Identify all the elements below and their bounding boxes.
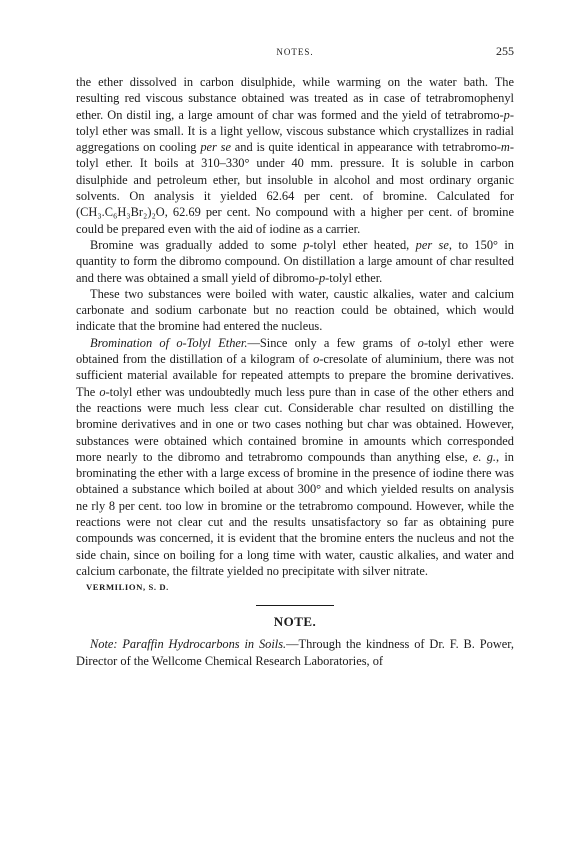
text-run: , in brominating the ether with a large excess of bromine in the presence of iodine there was obtained a substance which boiled at about 300° and which yielded results on analysis ne rly 8 per cent. too low in bromine or the tetrabromo compound. However, while the reactions were not clear cut and the results unsatisfactory so far as obtaining pure compounds was concerned, it is evident that the bromine enters the nucleus and not the side chain, since on boiling for a long time with water, caustic alkalies, and water and calcium carbonate, the filtrate yielded no precipitate with silver nitrate.	[76, 449, 514, 578]
text-run: These two substances were boiled with water, caustic alkalies, water and calcium carbonate and sodium carbonate but no reaction could be obtained, which would indicate that the bromine had entered the nucleus.	[76, 286, 514, 334]
author-signature: VERMILION, S. D.	[86, 582, 169, 593]
text-run: and is quite identical in appearance with tetrabromo-	[230, 140, 501, 155]
text-run: -tolyl ether was small. It is a light yellow, viscous substance which crystallizes in radial aggregations on cooling	[76, 107, 514, 155]
body-paragraph	[76, 74, 514, 237]
italic-text: o	[313, 352, 320, 367]
italic-text: Bromination of o-Tolyl Ether.	[90, 335, 248, 350]
text-run: —Through the kindness of Dr. F. B. Power, Director of the Wellcome Chemical Research Laboratories, of	[76, 637, 514, 668]
section-divider	[256, 605, 334, 606]
italic-text: o	[99, 384, 106, 399]
italic-text: p	[303, 237, 310, 252]
italic-text: m	[500, 140, 510, 155]
italic-text: per se	[415, 237, 449, 252]
italic-text: Note: Paraffin Hydrocarbons in Soils.	[90, 637, 287, 652]
italic-text: o	[417, 335, 424, 350]
text-run: -tolyl ether heated,	[309, 237, 416, 252]
page-number: 255	[496, 44, 514, 58]
italic-text: p	[318, 270, 326, 285]
text-run: -tolyl ether.	[325, 270, 383, 285]
body-text	[76, 74, 514, 579]
header-title: NOTES.	[276, 47, 314, 57]
italic-text: e. g.	[472, 449, 497, 464]
note-heading: NOTE.	[273, 614, 317, 630]
text-run: , to 150° in quantity to form the dibromo compound. On distillation a large amount of char resulted and there was obtained a small yield of dibromo-	[76, 237, 514, 285]
text-run: —Since only a few grams of	[247, 335, 418, 350]
body-paragraph	[76, 237, 514, 286]
running-header	[76, 44, 514, 60]
body-paragraph	[76, 335, 514, 579]
text-run: -cresolate of aluminium, there was not sufficient material available for repeated attempts to prepare the bromine derivatives. The	[76, 352, 514, 399]
page	[76, 44, 514, 669]
text-run: -tolyl ether was undoubtedly much less pure than in case of the other ethers and the reactions were much less clear cut. Considerable char resulted on distilling the bromine derivatives and in one or two cases nothing but char was obtained. However, substances were obtained which contained bromine in amounts which corresponded more nearly to the dibromo and tetrabromo compounds than anything else,	[76, 384, 514, 464]
note-paragraph	[76, 636, 514, 669]
text-run: -tolyl ether were obtained from the distillation of a kilogram of	[76, 335, 514, 367]
italic-text: per se	[200, 140, 231, 155]
text-run: Bromine was gradually added to some	[90, 237, 304, 252]
text-run: -tolyl ether. It boils at 310–330° under 40 mm. pressure. It is soluble in carbon disulphide and petroleum ether, but insoluble in alcohol and most ordinary organic solvents. On analysis it yielded 62.64 per cent. of bromine. Calculated for (CH₃.C₆H₃Br₂)₂O, 62.69 per cent. No compound with a higher per cent. of bromine could be prepared even with the aid of iodine as a carrier.	[76, 140, 515, 236]
text-run: the ether dissolved in carbon disulphide, while warming on the water bath. The resulting red viscous substance obtained was treated as in case of tetrabromophenyl ether. On distil ing, a large amount of char was formed and the yield of tetrabromo-	[76, 75, 514, 122]
body-paragraph	[76, 286, 514, 335]
italic-text: p	[503, 107, 510, 122]
